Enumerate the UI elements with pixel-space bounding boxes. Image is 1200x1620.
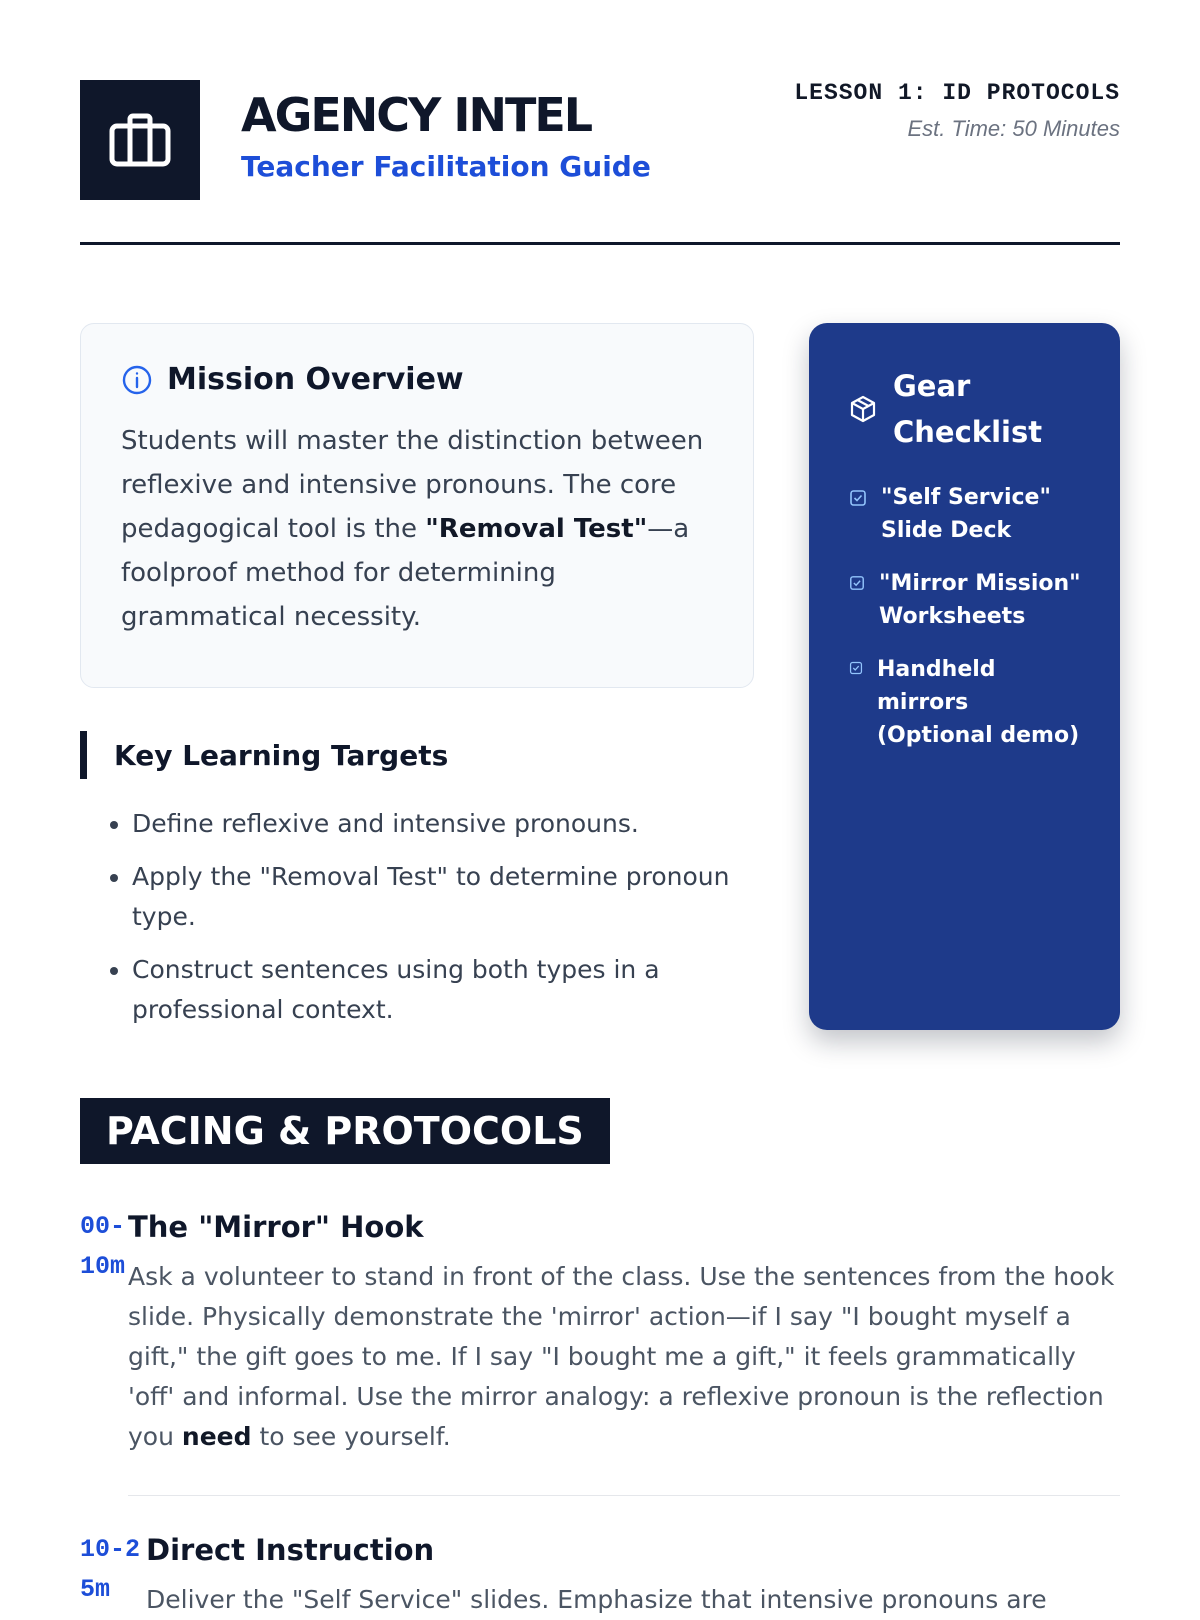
overview-text-part: —a foolproof method for determining grammatical necessity. — [121, 514, 690, 632]
step-text — [146, 1580, 1120, 1620]
estimated-time: Est. Time: 50 Minutes — [907, 116, 1120, 141]
logo — [80, 80, 200, 200]
gear-item-label: Handheld mirrors (Optional demo) — [877, 657, 1080, 748]
step-body — [146, 1530, 1120, 1620]
page-header — [80, 80, 1120, 245]
step-body — [128, 1207, 1120, 1496]
mission-overview-title: Mission Overview — [167, 362, 464, 397]
list-item: • Apply the "Removal Test" to determine pronoun type. — [132, 857, 782, 937]
mission-overview-card — [80, 323, 754, 688]
guide-subtitle: Teacher Facilitation Guide — [241, 150, 651, 183]
step-time: 10-25m — [80, 1535, 141, 1604]
step-text — [128, 1257, 1120, 1457]
step-time: 00-10m — [80, 1212, 126, 1281]
removal-test-emphasis: "Removal Test" — [425, 514, 648, 544]
step-text-part: Ask a volunteer to stand in front of the class. Use the sentences from the hook slide. Physically demonstrate the 'mirror' action—if I say "I bought myself a gift," the gift goes to me. If I say "I bought me a gift," it feels grammatically 'off' and informal. Use the mirror analogy: a reflexive pronoun is the reflection you — [128, 1262, 1115, 1451]
step-text-part: to see yourself. — [251, 1422, 451, 1451]
list-item: • Construct sentences using both types in a professional context. — [132, 950, 782, 1030]
list-item: • Define reflexive and intensive pronouns. — [132, 804, 782, 844]
checkbox-icon — [849, 489, 867, 507]
list-item — [849, 567, 1090, 633]
step-text-part: Deliver the "Self Service" slides. Emphasize that intensive pronouns are — [146, 1585, 1047, 1614]
step-title: Direct Instruction — [146, 1533, 435, 1567]
mission-overview-text — [121, 419, 713, 639]
lesson-label: LESSON 1: ID PROTOCOLS — [794, 80, 1120, 106]
divider — [128, 1495, 1120, 1496]
checkbox-icon — [849, 661, 863, 675]
step-text-emphasis: need — [181, 1422, 252, 1451]
gear-item-label: "Mirror Mission" Worksheets — [879, 571, 1081, 629]
mission-overview-heading — [121, 362, 713, 397]
gear-list — [849, 481, 1090, 752]
box-icon — [849, 395, 877, 423]
checkbox-icon — [849, 575, 865, 591]
brand-title: AGENCY INTEL — [241, 88, 592, 142]
learning-targets-list — [102, 804, 782, 1043]
list-item — [849, 481, 1090, 547]
briefcase-icon — [108, 112, 172, 168]
gear-checklist-heading — [849, 363, 1090, 455]
gear-checklist-title: Gear Checklist — [893, 369, 1043, 449]
overview-text-part: Students will master the distinction between reflexive and intensive pronouns. The core pedagogical tool is the — [121, 426, 704, 544]
gear-item-label: "Self Service" Slide Deck — [881, 485, 1051, 543]
list-item — [849, 653, 1090, 752]
info-icon — [121, 364, 153, 396]
step-title: The "Mirror" Hook — [128, 1210, 424, 1244]
gear-checklist-panel — [809, 323, 1120, 1030]
learning-targets-heading: Key Learning Targets — [80, 731, 774, 779]
pacing-heading: PACING & PROTOCOLS — [80, 1098, 610, 1164]
